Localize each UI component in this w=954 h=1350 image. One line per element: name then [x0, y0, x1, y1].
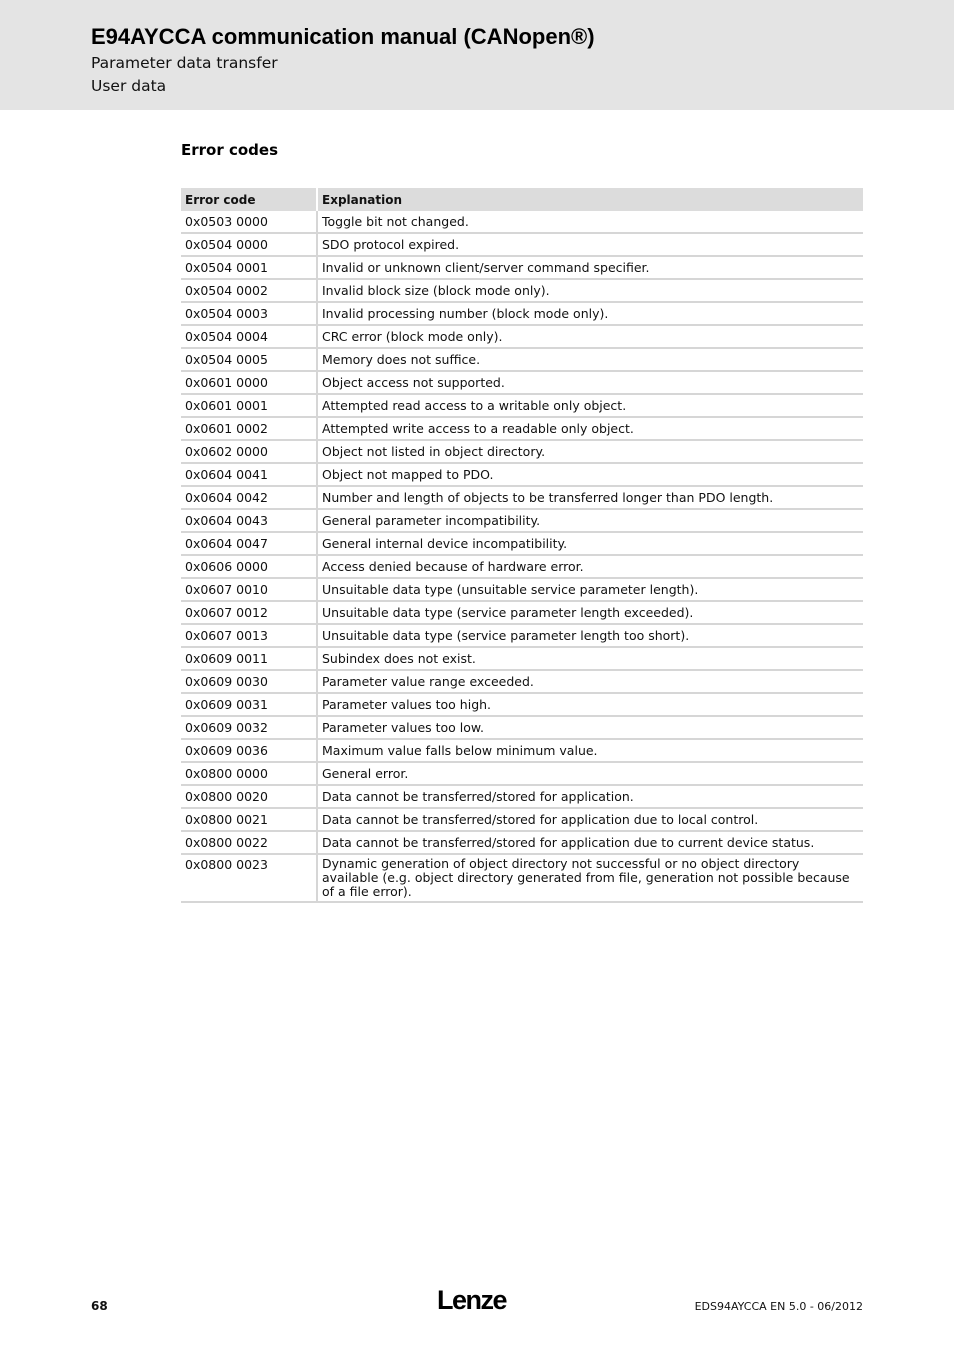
- error-code-cell: 0x0800 0020: [181, 785, 317, 808]
- lenze-logo: Lenze: [437, 1285, 507, 1315]
- explanation-cell: Data cannot be transferred/stored for application due to local control.: [317, 808, 863, 831]
- explanation-cell: Invalid processing number (block mode only).: [317, 302, 863, 325]
- table-row: [181, 256, 863, 279]
- error-code-cell: 0x0609 0030: [181, 670, 317, 693]
- table-row: [181, 302, 863, 325]
- table-header-row: [181, 188, 863, 211]
- explanation-cell: Object not listed in object directory.: [317, 440, 863, 463]
- table-row: [181, 555, 863, 578]
- explanation-cell: Access denied because of hardware error.: [317, 555, 863, 578]
- table-row: [181, 762, 863, 785]
- table-row: [181, 233, 863, 256]
- column-header-error-code: Error code: [181, 188, 317, 211]
- table-row: [181, 325, 863, 348]
- table-row: [181, 693, 863, 716]
- explanation-cell: Invalid or unknown client/server command specifier.: [317, 256, 863, 279]
- explanation-cell: Data cannot be transferred/stored for application.: [317, 785, 863, 808]
- error-code-cell: 0x0607 0012: [181, 601, 317, 624]
- column-header-explanation: Explanation: [317, 188, 863, 211]
- error-code-cell: 0x0607 0013: [181, 624, 317, 647]
- table-row: [181, 509, 863, 532]
- error-code-cell: 0x0601 0001: [181, 394, 317, 417]
- table-row: [181, 211, 863, 233]
- table-row: [181, 808, 863, 831]
- error-code-cell: 0x0609 0036: [181, 739, 317, 762]
- explanation-cell: Data cannot be transferred/stored for application due to current device status.: [317, 831, 863, 854]
- table-row: [181, 624, 863, 647]
- error-codes-table: [181, 188, 863, 903]
- table-row: [181, 440, 863, 463]
- explanation-cell: Object not mapped to PDO.: [317, 463, 863, 486]
- table-row: [181, 578, 863, 601]
- explanation-cell: General parameter incompatibility.: [317, 509, 863, 532]
- explanation-cell: Toggle bit not changed.: [317, 211, 863, 233]
- table-row: [181, 279, 863, 302]
- explanation-cell: Number and length of objects to be transferred longer than PDO length.: [317, 486, 863, 509]
- error-code-cell: 0x0800 0023: [181, 854, 317, 902]
- section-title: User data: [91, 77, 167, 95]
- error-code-cell: 0x0504 0005: [181, 348, 317, 371]
- error-code-cell: 0x0604 0042: [181, 486, 317, 509]
- error-code-cell: 0x0602 0000: [181, 440, 317, 463]
- error-codes-heading: Error codes: [181, 141, 279, 159]
- error-code-cell: 0x0504 0002: [181, 279, 317, 302]
- table-row: [181, 647, 863, 670]
- table-row: [181, 463, 863, 486]
- explanation-cell: Parameter values too low.: [317, 716, 863, 739]
- error-code-cell: 0x0604 0041: [181, 463, 317, 486]
- error-code-cell: 0x0800 0022: [181, 831, 317, 854]
- error-code-cell: 0x0601 0002: [181, 417, 317, 440]
- explanation-cell: Attempted read access to a writable only object.: [317, 394, 863, 417]
- explanation-cell: Object access not supported.: [317, 371, 863, 394]
- table-body: [181, 211, 863, 902]
- explanation-cell: CRC error (block mode only).: [317, 325, 863, 348]
- explanation-cell: Unsuitable data type (service parameter length too short).: [317, 624, 863, 647]
- chapter-title: Parameter data transfer: [91, 54, 278, 72]
- explanation-cell: Parameter value range exceeded.: [317, 670, 863, 693]
- error-code-cell: 0x0601 0000: [181, 371, 317, 394]
- error-code-cell: 0x0607 0010: [181, 578, 317, 601]
- explanation-cell: General error.: [317, 762, 863, 785]
- error-code-cell: 0x0606 0000: [181, 555, 317, 578]
- table-row: [181, 394, 863, 417]
- document-id: EDS94AYCCA EN 5.0 - 06/2012: [694, 1300, 863, 1313]
- table-row: [181, 486, 863, 509]
- error-code-cell: 0x0503 0000: [181, 211, 317, 233]
- table-row: [181, 785, 863, 808]
- table-row: [181, 739, 863, 762]
- error-code-cell: 0x0604 0043: [181, 509, 317, 532]
- error-code-cell: 0x0504 0000: [181, 233, 317, 256]
- table-row: [181, 601, 863, 624]
- explanation-cell: Maximum value falls below minimum value.: [317, 739, 863, 762]
- explanation-cell: Attempted write access to a readable only object.: [317, 417, 863, 440]
- table-row: [181, 716, 863, 739]
- explanation-cell: General internal device incompatibility.: [317, 532, 863, 555]
- error-code-cell: 0x0609 0032: [181, 716, 317, 739]
- page-number: 68: [91, 1299, 108, 1313]
- error-code-cell: 0x0504 0001: [181, 256, 317, 279]
- explanation-cell: Unsuitable data type (unsuitable service parameter length).: [317, 578, 863, 601]
- error-code-cell: 0x0504 0004: [181, 325, 317, 348]
- table-row: [181, 670, 863, 693]
- table-row: [181, 417, 863, 440]
- table-row: [181, 371, 863, 394]
- explanation-cell: Invalid block size (block mode only).: [317, 279, 863, 302]
- explanation-cell: Memory does not suffice.: [317, 348, 863, 371]
- error-code-cell: 0x0800 0021: [181, 808, 317, 831]
- error-code-cell: 0x0609 0031: [181, 693, 317, 716]
- explanation-cell: Subindex does not exist.: [317, 647, 863, 670]
- error-code-cell: 0x0604 0047: [181, 532, 317, 555]
- table-row: [181, 854, 863, 902]
- explanation-cell: SDO protocol expired.: [317, 233, 863, 256]
- table-row: [181, 532, 863, 555]
- document-title: E94AYCCA communication manual (CANopen®): [91, 24, 595, 49]
- explanation-cell: Parameter values too high.: [317, 693, 863, 716]
- error-code-cell: 0x0800 0000: [181, 762, 317, 785]
- explanation-cell: Dynamic generation of object directory not successful or no object directory available (e.g. object directory generated from file, generation not possible because of a file error).: [317, 854, 863, 902]
- error-code-cell: 0x0609 0011: [181, 647, 317, 670]
- table-row: [181, 348, 863, 371]
- page-header: [0, 0, 954, 110]
- error-code-cell: 0x0504 0003: [181, 302, 317, 325]
- table-row: [181, 831, 863, 854]
- explanation-cell: Unsuitable data type (service parameter length exceeded).: [317, 601, 863, 624]
